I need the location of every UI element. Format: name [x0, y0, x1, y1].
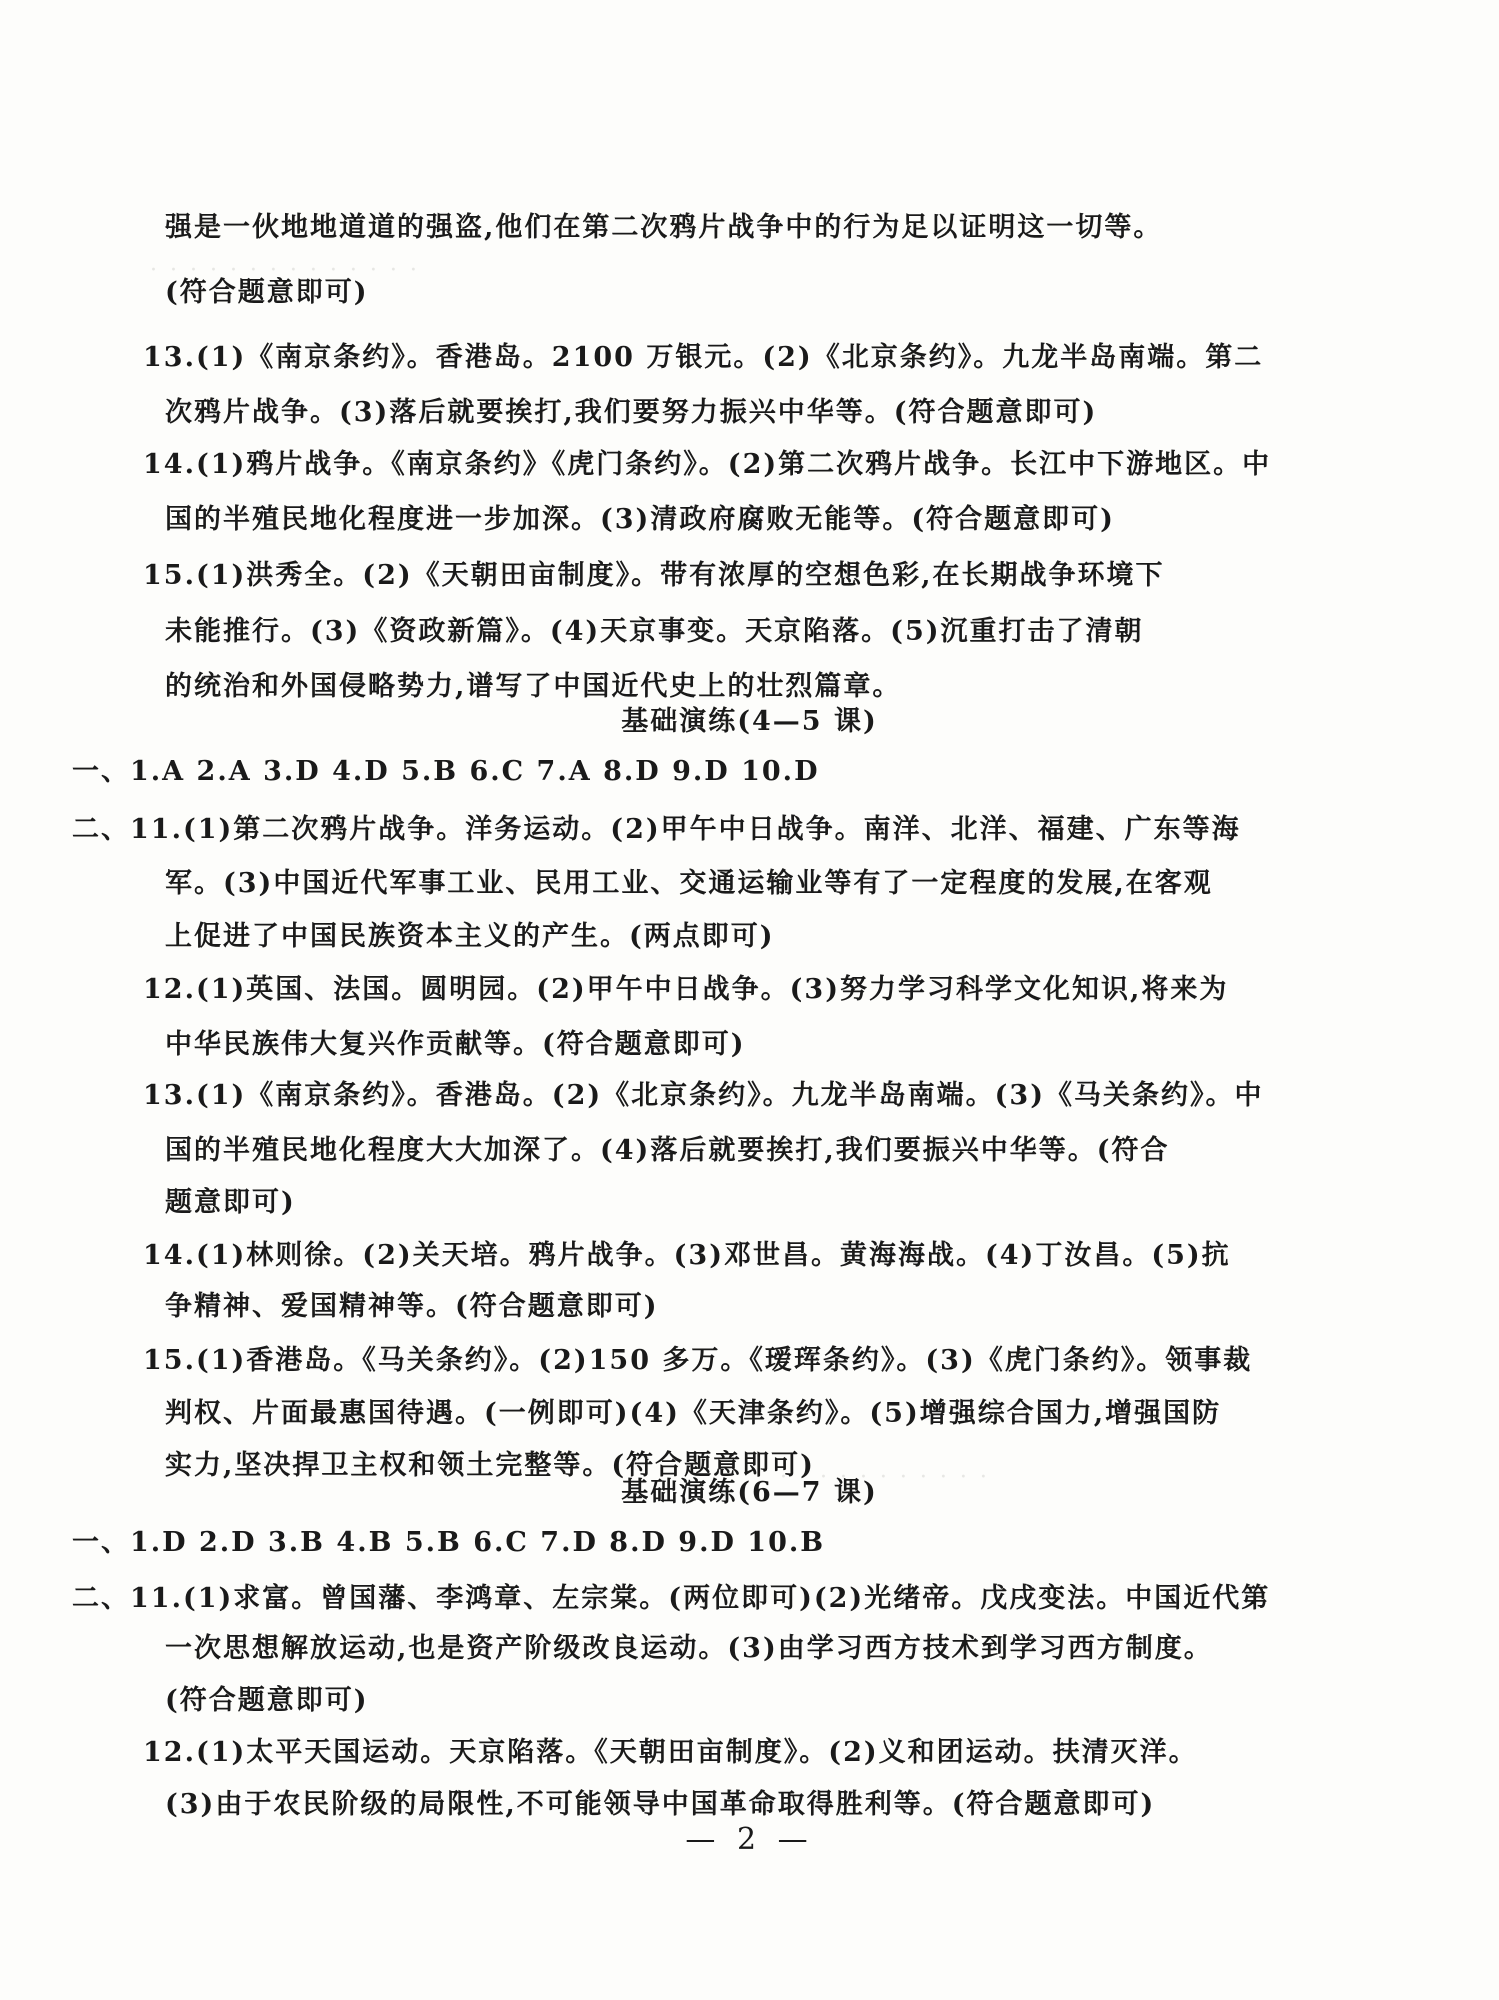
answer-line: (符合题意即可) [165, 1685, 369, 1716]
answer-line: 15.(1)洪秀全。(2)《天朝田亩制度》。带有浓厚的空想色彩,在长期战争环境下 [143, 560, 1165, 591]
answer-line: 实力,坚决捍卫主权和领土完整等。(符合题意即可) [165, 1450, 815, 1481]
answer-line: 二、11.(1)求富。曾国藩、李鸿章、左宗棠。(两位即可)(2)光绪帝。戊戌变法。中国近代第 [72, 1583, 1271, 1614]
answer-line: 未能推行。(3)《资政新篇》。(4)天京事变。天京陷落。(5)沉重打击了清朝 [165, 616, 1144, 647]
answer-line: 军。(3)中国近代军事工业、民用工业、交通运输业等有了一定程度的发展,在客观 [165, 868, 1213, 899]
section-heading: 基础演练(4—5 课) [621, 706, 878, 737]
bleed-through-text: · · · · · · · · · · · [780, 1465, 990, 1490]
answer-line: (符合题意即可) [165, 277, 369, 308]
answer-line: 争精神、爱国精神等。(符合题意即可) [165, 1291, 659, 1322]
answer-line: 14.(1)林则徐。(2)关天培。鸦片战争。(3)邓世昌。黄海海战。(4)丁汝昌。(5)抗 [143, 1240, 1231, 1271]
page-number: — 2 — [685, 1822, 814, 1857]
answer-line: 二、11.(1)第二次鸦片战争。洋务运动。(2)甲午中日战争。南洋、北洋、福建、广东等海 [72, 814, 1241, 845]
answer-line: 12.(1)太平天国运动。天京陷落。《天朝田亩制度》。(2)义和团运动。扶清灭洋。 [143, 1737, 1198, 1768]
answer-line: 国的半殖民地化程度大大加深了。(4)落后就要挨打,我们要振兴中华等。(符合 [165, 1135, 1170, 1166]
answer-line: 上促进了中国民族资本主义的产生。(两点即可) [165, 921, 775, 952]
answer-line: 题意即可) [165, 1187, 296, 1218]
answer-line: 判权、片面最惠国待遇。(一例即可)(4)《天津条约》。(5)增强综合国力,增强国防 [165, 1398, 1222, 1429]
answer-line: 一、1.A 2.A 3.D 4.D 5.B 6.C 7.A 8.D 9.D 10.D [72, 756, 820, 787]
answer-line: 一、1.D 2.D 3.B 4.B 5.B 6.C 7.D 8.D 9.D 10.B [72, 1527, 826, 1558]
answer-line: 13.(1)《南京条约》。香港岛。(2)《北京条约》。九龙半岛南端。(3)《马关条约》。中 [143, 1080, 1264, 1111]
section-heading: 基础演练(6—7 课) [621, 1477, 878, 1508]
bleed-through-text: · · · · · · · · · · · · · · [150, 258, 420, 283]
answer-line: 的统治和外国侵略势力,谱写了中国近代史上的壮烈篇章。 [165, 671, 902, 702]
answer-line: 14.(1)鸦片战争。《南京条约》《虎门条约》。(2)第二次鸦片战争。长江中下游地区。中 [143, 449, 1272, 480]
answer-line: 一次思想解放运动,也是资产阶级改良运动。(3)由学习西方技术到学习西方制度。 [165, 1633, 1213, 1664]
answer-line: 强是一伙地地道道的强盗,他们在第二次鸦片战争中的行为足以证明这一切等。 [165, 212, 1163, 243]
answer-line: 12.(1)英国、法国。圆明园。(2)甲午中日战争。(3)努力学习科学文化知识,将来为 [143, 974, 1229, 1005]
answer-line: (3)由于农民阶级的局限性,不可能领导中国革命取得胜利等。(符合题意即可) [165, 1789, 1156, 1820]
answer-line: 13.(1)《南京条约》。香港岛。2100 万银元。(2)《北京条约》。九龙半岛南端。第二 [143, 342, 1264, 373]
answer-line: 15.(1)香港岛。《马关条约》。(2)150 多万。《瑷珲条约》。(3)《虎门条约》。领事裁 [143, 1345, 1253, 1376]
answer-line: 次鸦片战争。(3)落后就要挨打,我们要努力振兴中华等。(符合题意即可) [165, 397, 1098, 428]
answer-line: 国的半殖民地化程度进一步加深。(3)清政府腐败无能等。(符合题意即可) [165, 504, 1115, 535]
answer-line: 中华民族伟大复兴作贡献等。(符合题意即可) [165, 1029, 746, 1060]
